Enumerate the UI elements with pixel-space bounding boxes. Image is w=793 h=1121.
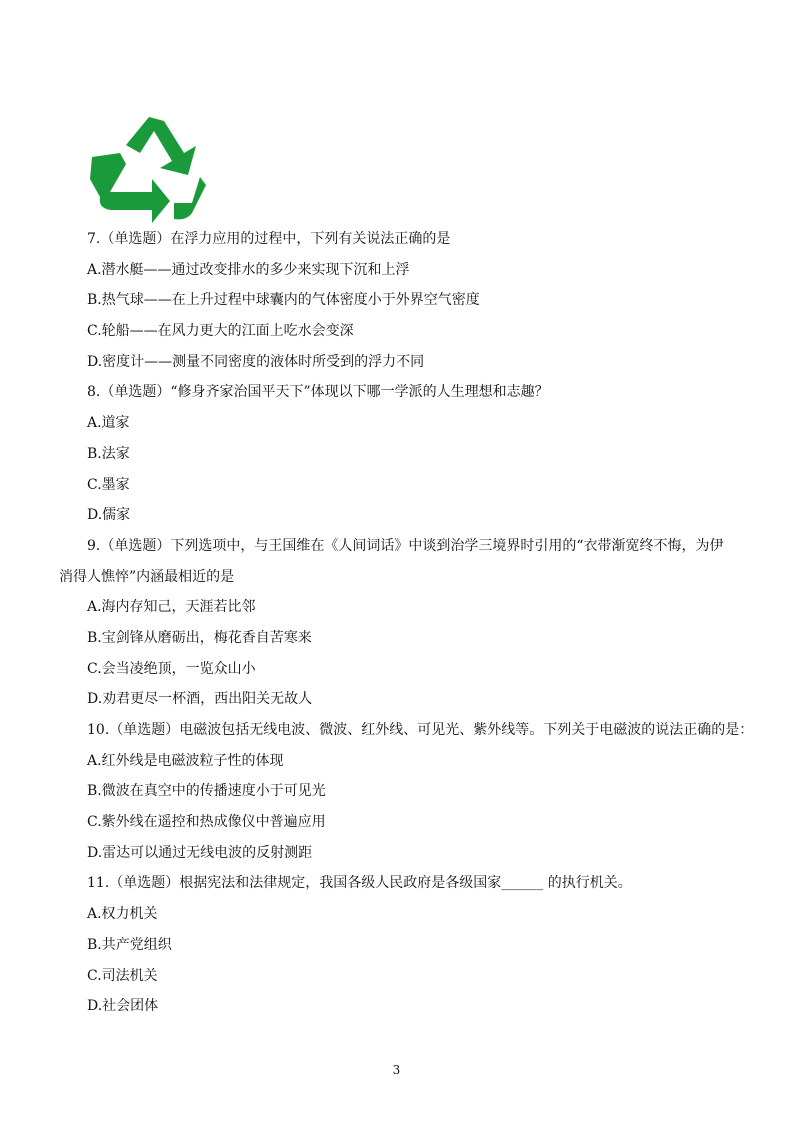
answer-option: A.权力机关 <box>87 906 158 923</box>
question-block <box>59 377 739 530</box>
answer-option: D.社会团体 <box>87 998 159 1015</box>
answer-option: D.密度计——测量不同密度的液体时所受到的浮力不同 <box>87 353 425 370</box>
answer-option: C.墨家 <box>87 476 130 493</box>
answer-option: C.会当凌绝顶，一览众山小 <box>87 660 256 677</box>
answer-option: A.海内存知己，天涯若比邻 <box>87 599 256 616</box>
question-stem: 8.（单选题）“修身齐家治国平天下”体现以下哪一学派的人生理想和志趣？ <box>87 384 549 401</box>
answer-option: C.轮船——在风力更大的江面上吃水会变深 <box>87 323 354 340</box>
answer-option: A.潜水艇——通过改变排水的多少来实现下沉和上浮 <box>87 261 410 278</box>
question-list <box>59 224 754 1022</box>
answer-option: C.紫外线在遥控和热成像仪中普遍应用 <box>87 814 326 831</box>
answer-option: D.劝君更尽一杯酒，西出阳关无故人 <box>87 691 313 708</box>
question-stem: 11.（单选题）根据宪法和法律规定，我国各级人民政府是各级国家______ 的执行机关。 <box>87 875 632 892</box>
recycle-icon <box>88 113 210 227</box>
question-stem: 7.（单选题）在浮力应用的过程中，下列有关说法正确的是 <box>87 231 451 247</box>
answer-option: C.司法机关 <box>87 967 158 984</box>
question-block <box>59 715 754 868</box>
question-block <box>59 224 739 377</box>
answer-option: D.雷达可以通过无线电波的反射测距 <box>87 844 313 861</box>
page-number: 3 <box>392 1063 401 1077</box>
answer-option: B.共产党组织 <box>87 936 172 953</box>
recycle-arrows <box>90 117 206 223</box>
answer-option: B.宝剑锋从磨砺出，梅花香自苦寒来 <box>87 629 312 646</box>
answer-option: A.道家 <box>87 415 130 432</box>
answer-option: D.儒家 <box>87 507 131 524</box>
answer-option: B.热气球——在上升过程中球囊内的气体密度小于外界空气密度 <box>87 292 480 309</box>
answer-option: B.法家 <box>87 445 130 462</box>
question-block <box>59 868 739 1021</box>
question-stem: 9.（单选题）下列选项中，与王国维在《人间词话》中谈到治学三境界时引用的“衣带渐宽终不悔，为伊 <box>87 537 724 554</box>
question-stem: 10.（单选题）电磁波包括无线电波、微波、红外线、可见光、紫外线等。下列关于电磁波的说法正确的是： <box>87 722 754 738</box>
question-stem: 消得人憔悴”内涵最相近的是 <box>59 568 235 585</box>
answer-option: B.微波在真空中的传播速度小于可见光 <box>87 783 326 800</box>
question-block <box>59 531 739 715</box>
answer-option: A.红外线是电磁波粒子性的体现 <box>87 752 284 769</box>
